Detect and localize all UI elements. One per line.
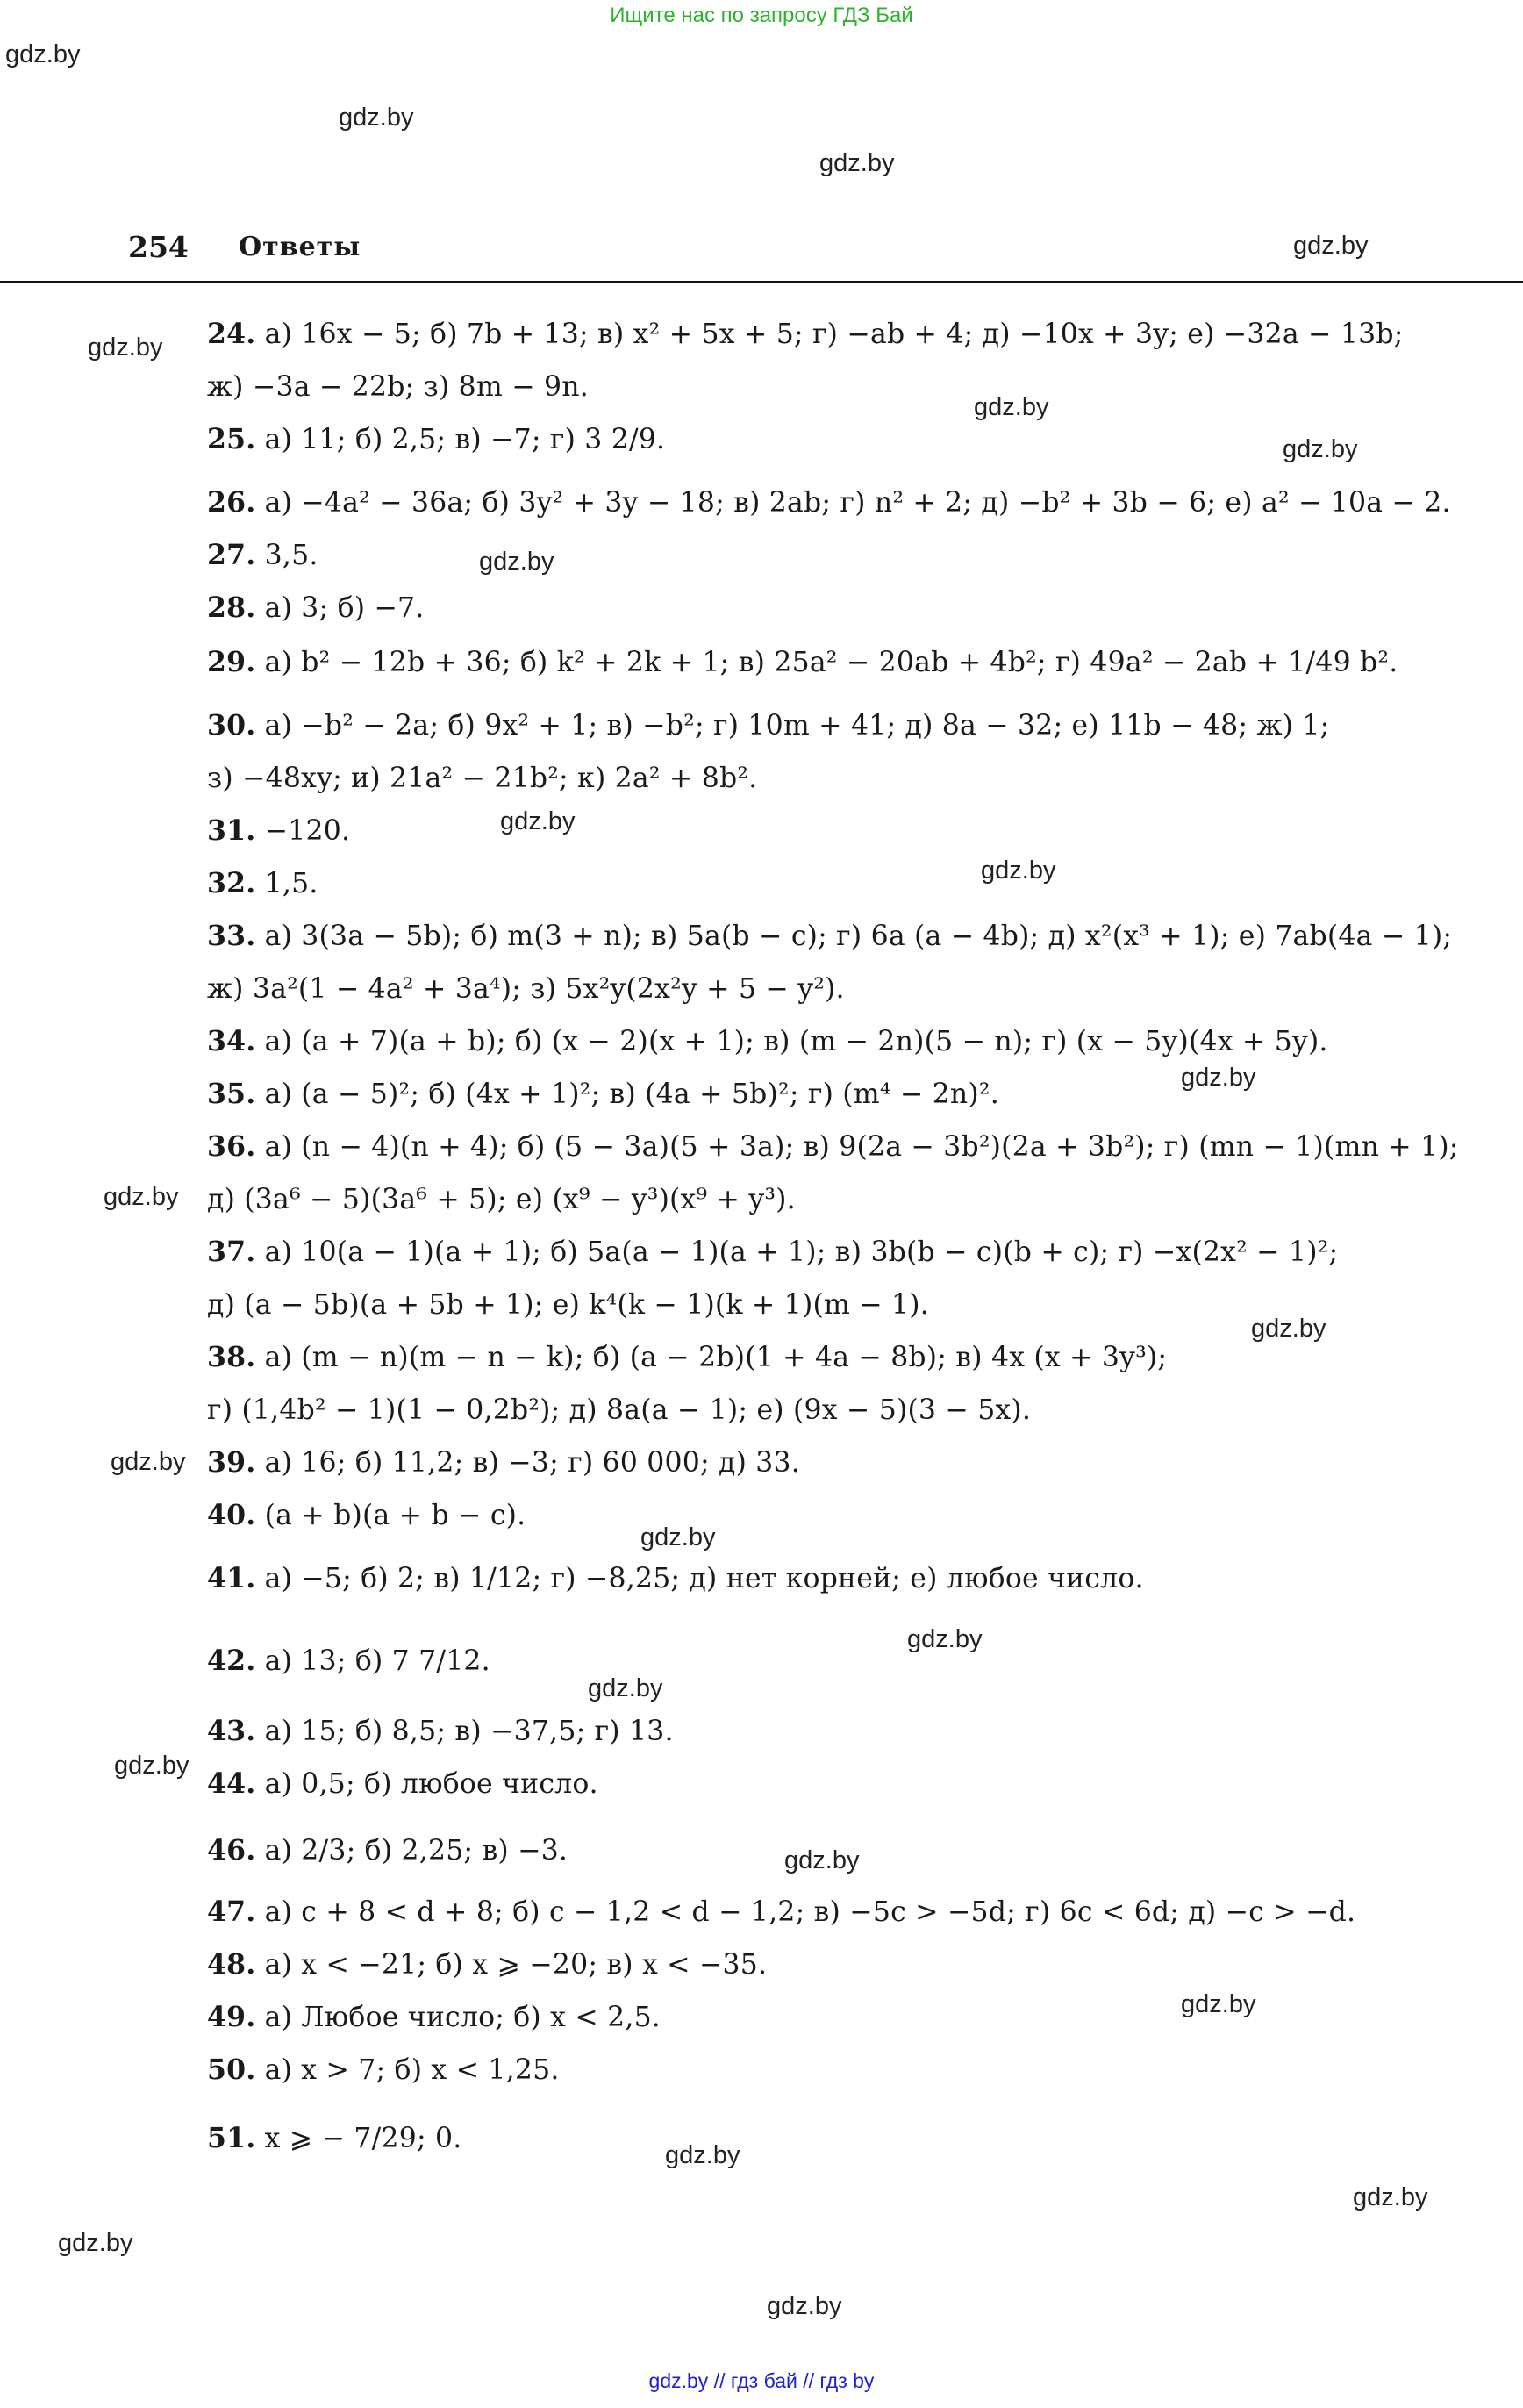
- answer-line: [207, 591, 1387, 624]
- answer-text: а) 2/3; б) 2,25; в) −3.: [264, 1835, 568, 1867]
- answer-number: 43.: [207, 1715, 256, 1747]
- answer-line: [207, 709, 1387, 742]
- watermark: gdz.by: [1181, 1990, 1256, 2018]
- answer-line: [207, 1834, 1387, 1867]
- answer-number: 24.: [207, 318, 256, 350]
- answer-number: 34.: [207, 1025, 256, 1057]
- answer-line: [207, 814, 1387, 847]
- answer-text: −120.: [264, 815, 351, 847]
- answer-text: а) 13; б) 7 7/12.: [264, 1645, 490, 1677]
- answer-number: 36.: [207, 1130, 256, 1163]
- answer-text: з) −48xy; и) 21a² − 21b²; к) 2a² + 8b².: [207, 763, 758, 794]
- answer-text: (a + b)(a + b − c).: [264, 1500, 526, 1531]
- answer-number: 41.: [207, 1562, 256, 1595]
- answer-line: [207, 1948, 1387, 1981]
- answer-line: [207, 2122, 1387, 2154]
- watermark: gdz.by: [907, 1625, 983, 1653]
- watermark: gdz.by: [114, 1752, 189, 1780]
- answer-text: а) −5; б) 2; в) 1/12; г) −8,25; д) нет корней; е) любое число.: [264, 1563, 1144, 1595]
- answer-text: а) (n − 4)(n + 4); б) (5 − 3a)(5 + 3a); в) 9(2a − 3b²)(2a + 3b²); г) (mn − 1)(mn + 1);: [264, 1131, 1459, 1163]
- answer-line: [207, 2053, 1387, 2086]
- answer-line: [207, 1645, 1387, 1677]
- answer-number: 26.: [207, 486, 256, 519]
- answer-number: 40.: [207, 1499, 256, 1531]
- answer-line: [207, 1130, 1459, 1163]
- watermark: gdz.by: [974, 393, 1049, 421]
- answer-number: 33.: [207, 920, 256, 952]
- answer-text: а) 3(3a − 5b); б) m(3 + n); в) 5a(b − c); г) 6a (a − 4b); д) x²(x³ + 1); е) 7ab(4a − 1);: [264, 921, 1453, 952]
- watermark: gdz.by: [1293, 232, 1369, 260]
- watermark: gdz.by: [1251, 1315, 1326, 1343]
- watermark: gdz.by: [500, 807, 576, 835]
- watermark: gdz.by: [111, 1448, 186, 1476]
- answer-line: [207, 318, 1404, 350]
- top-banner[interactable]: Ищите нас по запросу ГДЗ Бай: [610, 4, 913, 27]
- watermark: gdz.by: [665, 2141, 740, 2169]
- footer-links[interactable]: gdz.by // гдз бай // гдз by: [648, 2369, 875, 2392]
- watermark: gdz.by: [784, 1846, 860, 1874]
- answer-text: а) 10(a − 1)(a + 1); б) 5a(a − 1)(a + 1); в) 3b(b − c)(b + c); г) −x(2x² − 1)²;: [264, 1236, 1339, 1268]
- answer-text: а) 16x − 5; б) 7b + 13; в) x² + 5x + 5; г) −ab + 4; д) −10x + 3y; е) −32a − 13b;: [264, 319, 1404, 350]
- answer-text: г) (1,4b² − 1)(1 − 0,2b²); д) 8a(a − 1); е) (9x − 5)(3 − 5x).: [207, 1394, 1032, 1426]
- answer-line: [207, 1183, 1387, 1215]
- answer-line: [207, 423, 1387, 455]
- answer-line: [207, 1025, 1387, 1057]
- watermark: gdz.by: [479, 548, 554, 576]
- answer-line: [207, 1236, 1387, 1268]
- answer-line: [207, 539, 1387, 571]
- answer-number: 32.: [207, 867, 256, 899]
- page-title: Ответы: [239, 232, 361, 262]
- answer-text: а) c + 8 < d + 8; б) c − 1,2 < d − 1,2; в) −5c > −5d; г) 6c < 6d; д) −c > −d.: [264, 1896, 1356, 1928]
- answer-line: [207, 1394, 1387, 1426]
- answer-number: 31.: [207, 814, 256, 847]
- answer-line: [207, 1715, 1387, 1747]
- answer-text: а) 15; б) 8,5; в) −37,5; г) 13.: [264, 1716, 674, 1747]
- answer-text: а) x > 7; б) x < 1,25.: [264, 2054, 560, 2086]
- watermark: gdz.by: [58, 2229, 133, 2257]
- answer-text: а) 11; б) 2,5; в) −7; г) 3 2/9.: [264, 424, 666, 455]
- answer-line: [207, 1078, 1387, 1110]
- answer-number: 50.: [207, 2053, 256, 2086]
- answer-number: 42.: [207, 1645, 256, 1677]
- page-number: 254: [128, 230, 189, 264]
- answer-line: [207, 867, 1387, 899]
- answer-line: [207, 1767, 1387, 1800]
- answer-text: д) (3a⁶ − 5)(3a⁶ + 5); е) (x⁹ − y³)(x⁹ + y³).: [207, 1184, 796, 1215]
- answer-line: [207, 486, 1451, 519]
- watermark: gdz.by: [767, 2292, 842, 2320]
- answer-line: [207, 1446, 1387, 1479]
- watermark: gdz.by: [588, 1674, 663, 1702]
- answer-number: 25.: [207, 423, 256, 455]
- answer-text: а) −4a² − 36a; б) 3y² + 3y − 18; в) 2ab; г) n² + 2; д) −b² + 3b − 6; е) a² − 10a − 2.: [264, 487, 1451, 519]
- answer-number: 37.: [207, 1236, 256, 1268]
- answer-text: а) 3; б) −7.: [264, 592, 425, 624]
- watermark: gdz.by: [981, 856, 1056, 885]
- answer-number: 48.: [207, 1948, 256, 1981]
- answer-text: а) −b² − 2a; б) 9x² + 1; в) −b²; г) 10m + 41; д) 8a − 32; е) 11b − 48; ж) 1;: [264, 710, 1330, 742]
- answer-text: а) 16; б) 11,2; в) −3; г) 60 000; д) 33.: [264, 1447, 800, 1479]
- answer-number: 39.: [207, 1446, 256, 1479]
- answer-line: [207, 1341, 1387, 1373]
- answer-line: [207, 2001, 1387, 2033]
- answer-text: а) (m − n)(m − n − k); б) (a − 2b)(1 + 4a − 8b); в) 4x (x + 3y³);: [264, 1342, 1168, 1373]
- answer-text: а) Любое число; б) x < 2,5.: [264, 2002, 661, 2033]
- answer-number: 38.: [207, 1341, 256, 1373]
- answer-line: [207, 972, 1387, 1005]
- watermark: gdz.by: [104, 1183, 179, 1211]
- answer-number: 47.: [207, 1896, 256, 1928]
- watermark: gdz.by: [88, 333, 163, 362]
- answer-number: 29.: [207, 646, 256, 678]
- watermark: gdz.by: [1181, 1064, 1256, 1092]
- answer-line: [207, 370, 1387, 403]
- answer-text: а) (a + 7)(a + b); б) (x − 2)(x + 1); в) (m − 2n)(5 − n); г) (x − 5y)(4x + 5y).: [264, 1026, 1328, 1057]
- answer-line: [207, 1288, 1387, 1321]
- answer-line: [207, 920, 1453, 952]
- answer-number: 27.: [207, 539, 256, 571]
- answer-number: 35.: [207, 1078, 256, 1110]
- answer-line: [207, 1499, 1387, 1531]
- answer-text: 1,5.: [264, 868, 318, 899]
- watermark: gdz.by: [819, 149, 895, 177]
- watermark: gdz.by: [1283, 435, 1358, 463]
- answer-text: а) (a − 5)²; б) (4x + 1)²; в) (4a + 5b)²; г) (m⁴ − 2n)².: [264, 1079, 999, 1110]
- answer-line: [207, 1896, 1387, 1928]
- answer-text: а) x < −21; б) x ⩾ −20; в) x < −35.: [264, 1949, 768, 1981]
- watermark: gdz.by: [339, 104, 414, 132]
- watermark: gdz.by: [5, 40, 81, 68]
- answer-text: а) b² − 12b + 36; б) k² + 2k + 1; в) 25a² − 20ab + 4b²; г) 49a² − 2ab + 1/49 b².: [264, 647, 1398, 678]
- answer-text: x ⩾ − 7/29; 0.: [264, 2123, 462, 2154]
- header-rule: [0, 281, 1523, 283]
- answer-line: [207, 762, 1387, 794]
- watermark: gdz.by: [640, 1523, 716, 1552]
- answer-text: 3,5.: [264, 540, 318, 571]
- answer-number: 51.: [207, 2122, 256, 2154]
- answer-text: ж) −3a − 22b; з) 8m − 9n.: [207, 371, 589, 403]
- answer-text: д) (a − 5b)(a + 5b + 1); е) k⁴(k − 1)(k + 1)(m − 1).: [207, 1289, 929, 1321]
- answer-text: а) 0,5; б) любое число.: [264, 1768, 598, 1800]
- answer-line: [207, 1562, 1387, 1595]
- answer-number: 28.: [207, 591, 256, 624]
- answer-line: [207, 646, 1398, 678]
- answer-number: 30.: [207, 709, 256, 742]
- answer-number: 46.: [207, 1834, 256, 1867]
- answer-text: ж) 3a²(1 − 4a² + 3a⁴); з) 5x²y(2x²y + 5 − y²).: [207, 973, 845, 1005]
- answer-number: 49.: [207, 2001, 256, 2033]
- watermark: gdz.by: [1353, 2183, 1428, 2211]
- answer-number: 44.: [207, 1767, 256, 1800]
